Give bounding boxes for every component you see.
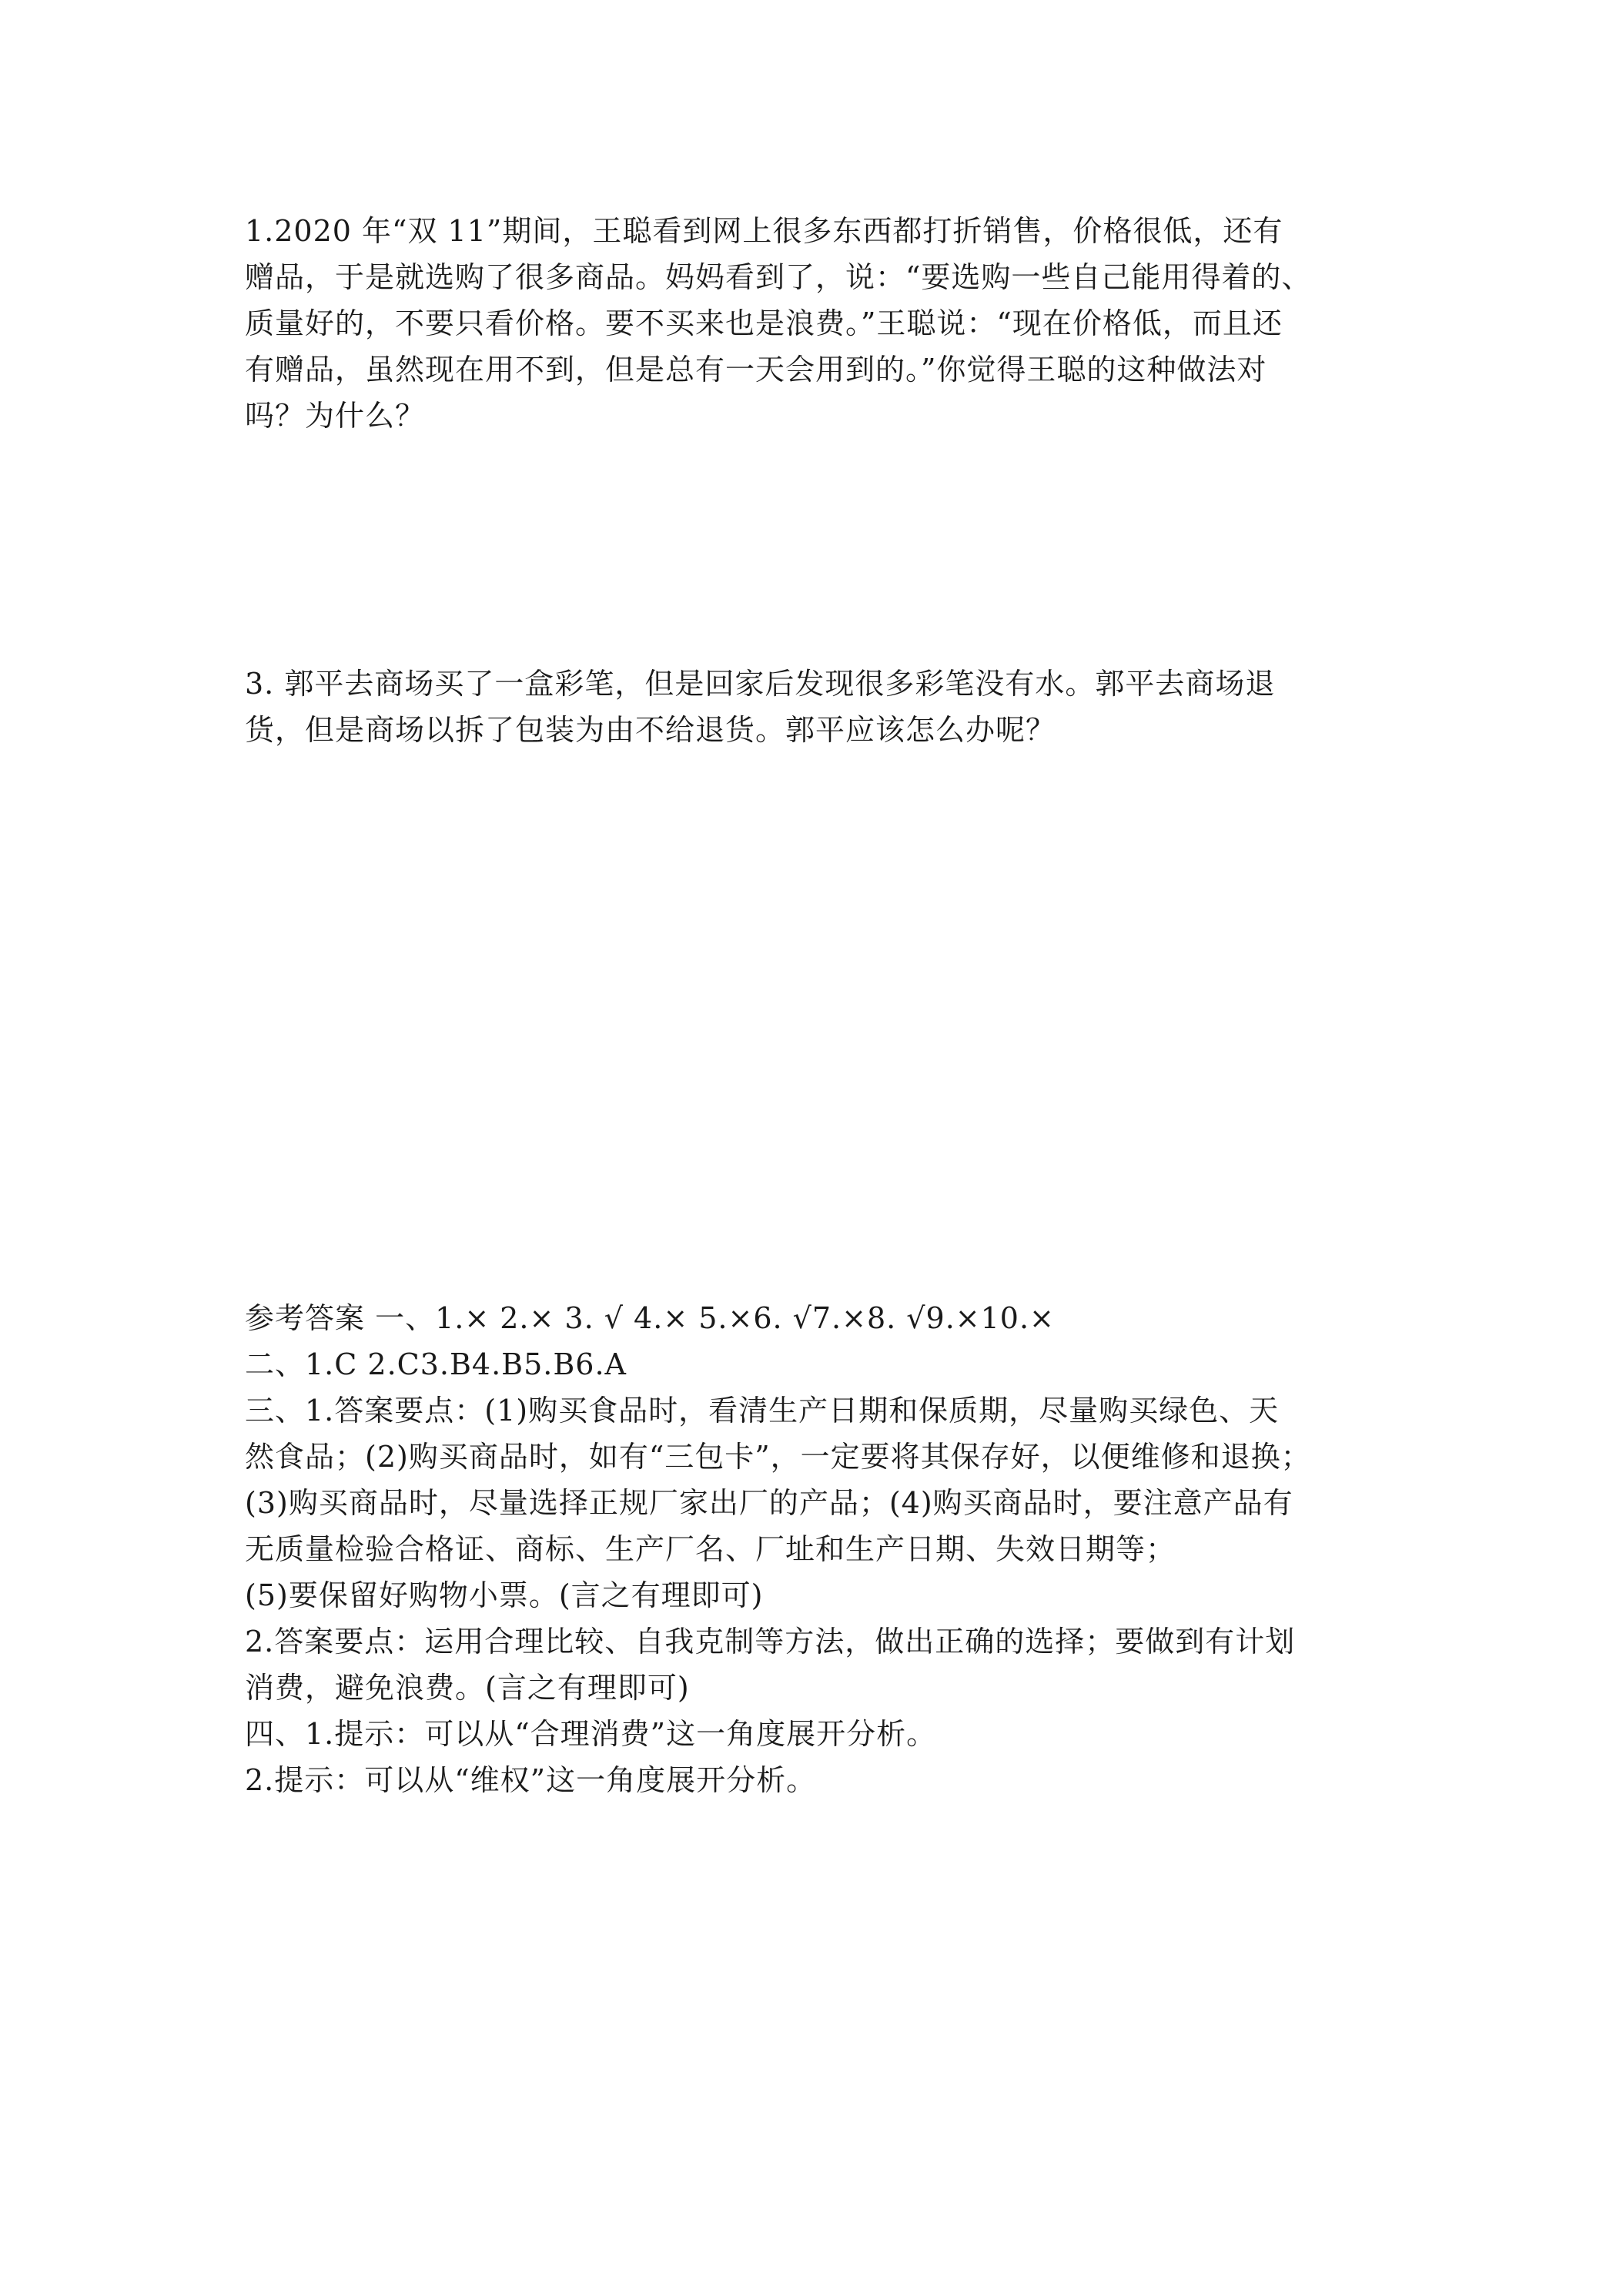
question-1 — [245, 208, 1392, 439]
answer-line: (3)购买商品时，尽量选择正规厂家出厂的产品；(4)购买商品时，要注意产品有 — [245, 1486, 1293, 1520]
answer-line: 2.答案要点：运用合理比较、自我克制等方法，做出正确的选择；要做到有计划 — [245, 1625, 1296, 1658]
answer-line: 二、1.C 2.C3.B4.B5.B6.A — [245, 1347, 627, 1381]
answer-line: 然食品；(2)购买商品时，如有“三包卡”，一定要将其保存好，以便维修和退换； — [245, 1440, 1311, 1474]
question-1-line: 有赠品，虽然现在用不到，但是总有一天会用到的。”你觉得王聪的这种做法对 — [245, 353, 1267, 387]
answer-line: (5)要保留好购物小票。(言之有理即可) — [245, 1578, 764, 1612]
question-1-line: 赠品，于是就选购了很多商品。妈妈看到了，说：“要选购一些自己能用得着的、 — [245, 260, 1312, 294]
answer-line: 消费，避免浪费。(言之有理即可) — [245, 1671, 690, 1705]
question-3-line: 货，但是商场以拆了包装为由不给退货。郭平应该怎么办呢？ — [245, 713, 1056, 747]
answer-line: 四、1.提示：可以从“合理消费”这一角度展开分析。 — [245, 1717, 937, 1751]
question-1-line: 质量好的，不要只看价格。要不买来也是浪费。”王聪说：“现在价格低，而且还 — [245, 306, 1283, 340]
answer-line: 参考答案 一、1.× 2.× 3. √ 4.× 5.×6. √7.×8. √9.×10.× — [245, 1301, 1055, 1335]
question-3 — [245, 661, 1392, 753]
question-3-line: 3. 郭平去商场买了一盒彩笔，但是回家后发现很多彩笔没有水。郭平去商场退 — [245, 667, 1276, 701]
question-1-line: 1.2020 年“双 11”期间，王聪看到网上很多东西都打折销售，价格很低，还有 — [245, 214, 1283, 248]
reference-answers — [245, 1295, 1392, 1803]
question-1-line: 吗？为什么？ — [245, 399, 426, 433]
answer-line: 2.提示：可以从“维权”这一角度展开分析。 — [245, 1763, 817, 1797]
answer-line: 三、1.答案要点：(1)购买食品时，看清生产日期和保质期，尽量购买绿色、天 — [245, 1394, 1280, 1427]
answer-line: 无质量检验合格证、商标、生产厂名、厂址和生产日期、失效日期等； — [245, 1532, 1176, 1566]
